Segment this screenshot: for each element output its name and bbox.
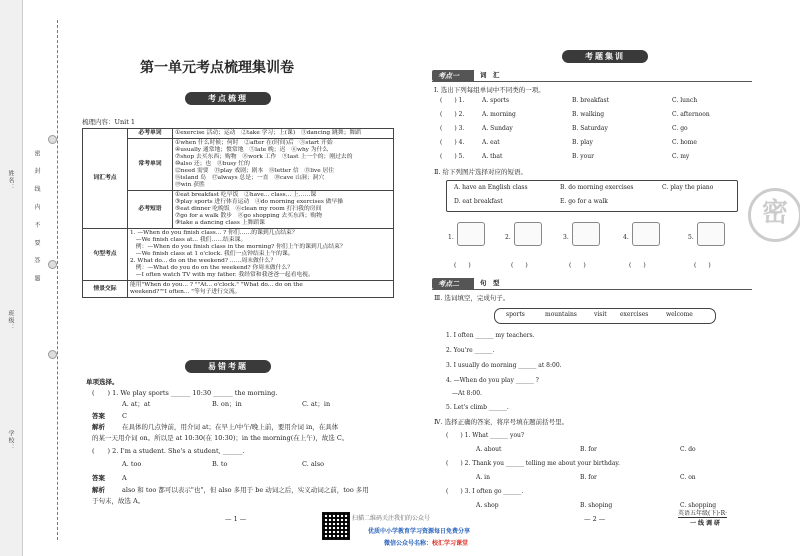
practice-heading: 单项选择。 [86, 378, 119, 386]
mc-1-option: C. do [680, 446, 696, 453]
banner-error-prone: 易错考题 [185, 360, 271, 373]
row-number: ( ) 5. [440, 153, 465, 160]
school-label: 学校： [7, 430, 14, 451]
picture-blank: ( ) [629, 262, 646, 269]
promo-account: 微信公众号名称：校汇学习课堂 [384, 540, 469, 547]
page-number-right: — 2 — [584, 515, 606, 523]
row-label: 常考单词 [128, 139, 173, 191]
q2-analysis: 于句末，故选 A。 [92, 497, 145, 505]
phrase-c: C. play the piano [662, 184, 714, 191]
picture-number: 2. [505, 234, 511, 241]
word-bank-word: welcome [666, 311, 693, 318]
picture-blank: ( ) [569, 262, 586, 269]
picture-breakfast [572, 222, 600, 246]
q1-option-a: A. at；at [122, 400, 151, 408]
seal-dashed-line [57, 20, 59, 540]
section-2-name: 句 型 [480, 279, 500, 287]
fill-sentence-4: 4. —When do you play ______ ? [446, 377, 539, 384]
q2-answer: A [122, 474, 127, 482]
option-c: C. my [672, 153, 690, 160]
picture-blank: ( ) [511, 262, 528, 269]
option-a: A. eat [482, 139, 500, 146]
fill-sentence-2: 2. You're ______. [446, 347, 495, 354]
picture-blank: ( ) [694, 262, 711, 269]
heading-IV: Ⅳ. 选择正确的答案，将序号填在题前括号里。 [434, 418, 569, 426]
mc-3-stem: ( ) 3. I often go ______. [446, 488, 524, 495]
row-number: ( ) 1. [440, 97, 465, 104]
heading-III: Ⅲ. 选词填空，完成句子。 [434, 294, 510, 302]
mc-3-option: A. shop [476, 502, 499, 509]
q2-option-c: C. also [302, 460, 325, 468]
option-b: B. play [572, 139, 593, 146]
q2-analysis: also 和 too 都可以表示"也"，但 also 多用于 be 动词之后，实义动词之前，too 多用 [122, 486, 369, 494]
section-2-tag: 考点二 [432, 278, 474, 289]
phrase-b: B. do morning exercises [560, 184, 634, 191]
binding-hole [48, 135, 57, 144]
mc-1-stem: ( ) 1. What ______ you? [446, 432, 525, 439]
picture-walk [457, 222, 485, 246]
banner-practice: 考题集训 [562, 50, 648, 63]
q1-analysis: 的某一天用介词 on。所以是 at 10:30(在 10:30)；in the morning(在上午)，故选 C。 [92, 434, 349, 442]
pattern-category: 句型考点 [83, 229, 128, 281]
option-b: B. your [572, 153, 594, 160]
q2-option-a: A. too [122, 460, 142, 468]
section-divider [432, 289, 752, 290]
fill-sentence-5: 5. Let's climb ______. [446, 404, 509, 411]
phrase-e: E. go for a walk [560, 198, 608, 205]
mc-1-option: A. about [476, 446, 502, 453]
option-b: B. walking [572, 111, 605, 118]
content-label: 梳理内容：Unit 1 [82, 118, 136, 126]
page-number-left: — 1 — [225, 515, 247, 523]
page-title: 第一单元考点梳理集训卷 [140, 60, 294, 76]
section-divider [432, 81, 752, 82]
mc-3-option: C. shopping [680, 502, 717, 509]
class-label: 班级： [7, 310, 14, 331]
option-c: C. lunch [672, 97, 698, 104]
section-1-name: 词 汇 [480, 71, 500, 79]
picture-class [632, 222, 660, 246]
section-1-tag: 考点一 [432, 70, 474, 81]
option-b: B. breakfast [572, 97, 609, 104]
brand-label: 一线调研 [690, 520, 723, 527]
row-content: ①when 什么时候；何时 ②after 在(时间)后 ③start 开始 ④usually 通常地；惯常地 ⑤late 晚；迟 ⑥why 为什么 ⑦shop 去买东西；购物 ⑧work 工作 ⑨last 上一个的；刚过去的 ⑩also 还；也 ⑪busy 忙的 ⑫need 需要 ⑬play 戏剧；剧本 ⑭letter 信 ⑮live 居住 ⑯island 岛 ⑰always 总是；一直 ⑱cave 山洞；洞穴 ⑲win 获胜 [173, 139, 394, 191]
vocab-rows [440, 97, 740, 167]
mc-3-option: B. shoping [580, 502, 613, 509]
row-content: ①exercise 活动；运动 ②take 学习；上(课) ③dancing 跳舞；舞蹈 [173, 129, 394, 139]
analysis-label: 解析 [92, 423, 105, 431]
mc-1-option: B. for [580, 446, 597, 453]
picture-number: 4. [623, 234, 629, 241]
option-a: A. morning [482, 111, 516, 118]
row-number: ( ) 2. [440, 111, 465, 118]
q1-analysis: 在具体的几点钟前，用介词 at；在早上/中午/晚上前，要用介词 in，在具体 [122, 423, 339, 431]
option-c: C. go [672, 125, 688, 132]
binding-strip [0, 0, 23, 556]
mc-2-stem: ( ) 2. Thank you ______ telling me about your birthday. [446, 460, 620, 467]
q1-option-b: B. on；in [212, 400, 242, 408]
option-c: C. home [672, 139, 697, 146]
row-number: ( ) 4. [440, 139, 465, 146]
word-bank-word: sports [506, 311, 525, 318]
answer-label: 答案 [92, 474, 105, 482]
q2-option-b: B. to [212, 460, 228, 468]
binding-hole [48, 350, 57, 359]
vocab-category: 词汇考点 [83, 129, 128, 229]
picture-piano [514, 222, 542, 246]
answer-label: 答案 [92, 412, 105, 420]
word-bank-word: exercises [620, 311, 649, 318]
option-a: A. sports [482, 97, 510, 104]
mc-2-option: B. for [580, 474, 597, 481]
picture-exercises [697, 222, 725, 246]
row-label: 必考短语 [128, 191, 173, 229]
picture-blank: ( ) [454, 262, 471, 269]
question-2-stem: ( ) 2. I'm a student. She's a student, ______. [92, 447, 245, 455]
mc-2-option: A. in [476, 474, 490, 481]
row-label: 必考单词 [128, 129, 173, 139]
mc-2-option: C. on [680, 474, 696, 481]
fill-sentence-1: 1. I often ______ my teachers. [446, 332, 535, 339]
seal-stamp: 密 [748, 188, 800, 242]
pattern-content: 1. —When do you finish class... ? 你们……的课到几点结束？ —We finish class at... 我们……结束课。 例：—When do you finish class in the morning? 你们上午的课到几点结束？ —We finish class at 1 o'clock. 我们一点钟结束上午的课。 2. What do... do on the weekend? ……周末做什么？ 例：—What do you do on the weekend? 你周末做什么？ —I often watch TV with my father. 我经常和我爸爸一起看电视。 [128, 229, 394, 281]
series-label: 英语五年级(下)·R· [678, 510, 728, 517]
word-bank-word: mountains [545, 311, 577, 318]
qr-caption: 扫描二维码关注我们的公众号 [352, 515, 431, 522]
picture-number: 1. [448, 234, 454, 241]
summary-table [82, 128, 394, 298]
row-content: ①eat breakfast 吃早饭 ②have... class... 上……课 ③play sports 进行体育运动 ④do morning exercises 做早操 ⑤eat dinner 吃晚饭 ⑥clean my room 打扫我的房间 ⑦go for a walk 散步 ⑧go shopping 去买东西；购物 ⑨take a dancing class 上舞蹈课 [173, 191, 394, 229]
banner-summary: 考点梳理 [185, 92, 271, 105]
word-bank-word: visit [594, 311, 607, 318]
q1-answer: C [122, 412, 127, 420]
row-number: ( ) 3. [440, 125, 465, 132]
analysis-label: 解析 [92, 486, 105, 494]
binding-hole [48, 260, 57, 269]
picture-number: 3. [563, 234, 569, 241]
option-a: A. Sunday [482, 125, 513, 132]
name-label: 姓名： [7, 170, 14, 191]
phrase-a: A. have an English class [454, 184, 528, 191]
heading-II: Ⅱ. 给下列图片选择对应的短语。 [434, 168, 528, 176]
fill-sentence-3: 3. I usually do morning ______ at 8:00. [446, 362, 562, 369]
social-category: 情景交际 [83, 281, 128, 298]
option-c: C. afternoon [672, 111, 710, 118]
social-content: 能用"When do you... ? ""At... o'clock." "What do... do on the weekend?""I often... "等句子进行交流。 [128, 281, 394, 298]
promo-line: 优质中小学教育学习资源每日免费分享 [368, 528, 471, 535]
question-1-stem: ( ) 1. We play sports ______ 10:30 ______ the morning. [92, 389, 278, 397]
option-b: B. Saturday [572, 125, 608, 132]
seal-line-text: 密 封 线 内 不 要 答 题 [33, 150, 40, 287]
picture-number: 5. [688, 234, 694, 241]
phrase-d: D. eat breakfast [454, 198, 503, 205]
q1-option-c: C. at；in [302, 400, 331, 408]
option-a: A. that [482, 153, 503, 160]
qr-code [322, 512, 350, 540]
fill-sentence-4b: —At 8:00. [446, 390, 482, 397]
heading-I: Ⅰ. 选出下列每组单词中不同类的一项。 [434, 86, 545, 94]
